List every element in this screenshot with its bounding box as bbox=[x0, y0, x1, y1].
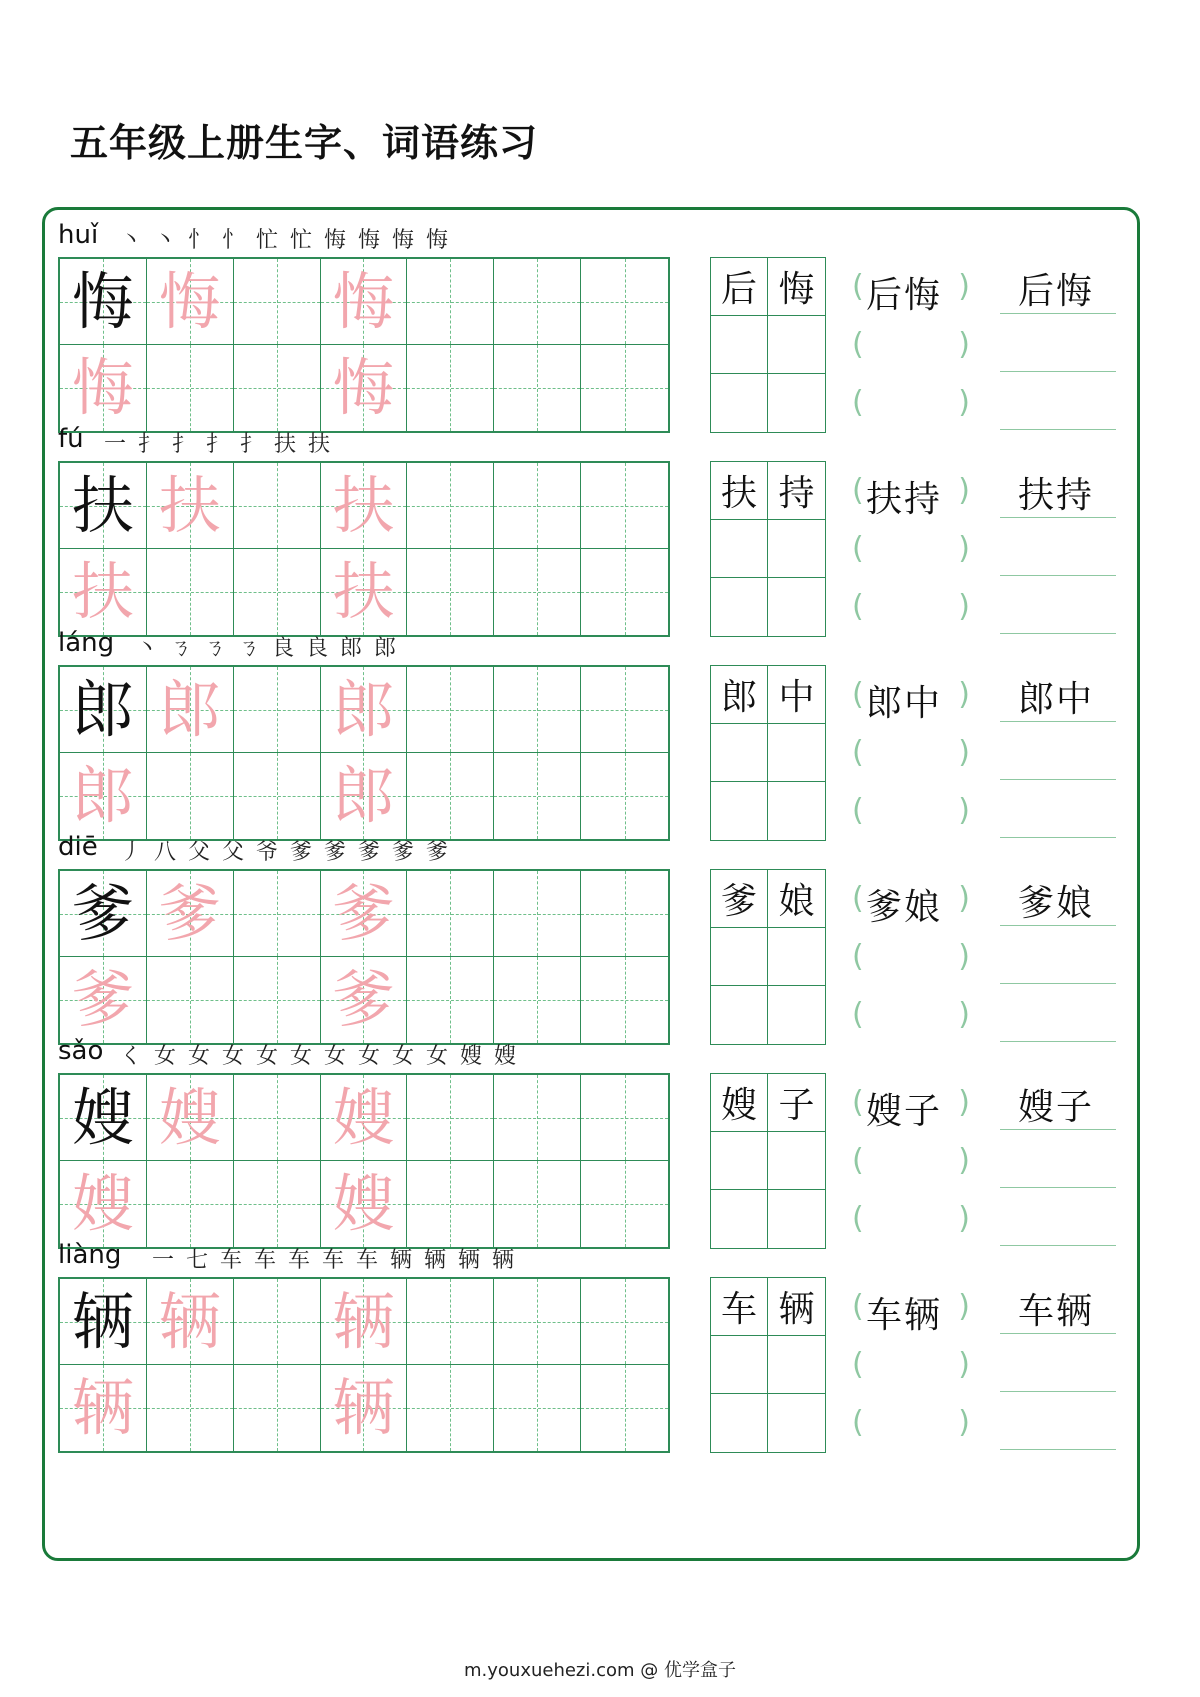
stroke-step: 女 bbox=[255, 1043, 278, 1069]
footer-text: m.youxuehezi.com @ 优学盒子 bbox=[463, 1660, 736, 1681]
word-cell[interactable] bbox=[768, 1132, 825, 1190]
writing-cell[interactable] bbox=[147, 1075, 234, 1161]
character-row bbox=[0, 1031, 1200, 1251]
stroke-step: 车 bbox=[253, 1247, 276, 1273]
stroke-step: 女 bbox=[221, 1043, 244, 1069]
writing-cell[interactable] bbox=[581, 871, 668, 957]
stroke-step: 女 bbox=[323, 1043, 346, 1069]
left-paren: ( bbox=[852, 939, 864, 974]
word-cell[interactable] bbox=[711, 870, 768, 928]
paren-word: 车辆 bbox=[866, 1295, 943, 1336]
model-character: 辆 bbox=[71, 1284, 134, 1358]
paren-word: 扶持 bbox=[866, 479, 943, 520]
stroke-step: 爹 bbox=[391, 839, 414, 865]
line-word: 扶持 bbox=[1018, 475, 1095, 516]
word-character: 嫂 bbox=[720, 1085, 757, 1126]
writing-cell[interactable] bbox=[321, 1279, 408, 1365]
word-character: 爹 bbox=[720, 881, 757, 922]
pinyin: sǎo bbox=[58, 1036, 104, 1066]
stroke-step: 爹 bbox=[357, 839, 380, 865]
stroke-step: 扶 bbox=[307, 431, 330, 457]
stroke-step: 扶 bbox=[273, 431, 296, 457]
right-paren: ) bbox=[958, 881, 970, 916]
word-grid bbox=[710, 461, 826, 637]
character-row bbox=[0, 827, 1200, 1047]
pinyin: fú bbox=[58, 424, 84, 454]
paren-word: 嫂子 bbox=[866, 1091, 943, 1132]
paren-blank[interactable] bbox=[852, 1131, 970, 1189]
stroke-step: 车 bbox=[219, 1247, 242, 1273]
writing-cell[interactable] bbox=[321, 871, 408, 957]
left-paren: ( bbox=[852, 1347, 864, 1382]
word-cell[interactable] bbox=[711, 1336, 768, 1394]
word-cell[interactable] bbox=[768, 870, 825, 928]
left-paren: ( bbox=[852, 1201, 864, 1236]
stroke-step: 郎 bbox=[373, 635, 396, 661]
trace-character: 爹 bbox=[158, 876, 221, 950]
right-paren: ) bbox=[958, 997, 970, 1032]
word-character: 持 bbox=[778, 473, 815, 514]
writing-cell[interactable] bbox=[60, 1279, 147, 1365]
stroke-step: 父 bbox=[221, 839, 244, 865]
stroke-step: 丶 bbox=[119, 227, 142, 253]
word-grid bbox=[710, 869, 826, 1045]
right-paren: ) bbox=[958, 589, 970, 624]
right-paren: ) bbox=[958, 1085, 970, 1120]
stroke-step: 扌 bbox=[205, 431, 228, 457]
stroke-order bbox=[148, 1241, 518, 1275]
left-paren: ( bbox=[852, 881, 864, 916]
stroke-step: く bbox=[119, 1043, 142, 1069]
pinyin: diē bbox=[58, 832, 98, 862]
paren-blank[interactable] bbox=[852, 257, 970, 315]
writing-cell[interactable] bbox=[60, 871, 147, 957]
word-cell[interactable] bbox=[711, 1278, 768, 1336]
trace-character: 爹 bbox=[71, 963, 134, 1036]
trace-character: 辆 bbox=[158, 1284, 221, 1358]
left-paren: ( bbox=[852, 793, 864, 828]
stroke-step: 女 bbox=[289, 1043, 312, 1069]
writing-cell[interactable] bbox=[147, 463, 234, 549]
writing-grid bbox=[58, 869, 670, 1045]
writing-cell[interactable] bbox=[321, 259, 408, 345]
model-character: 悔 bbox=[71, 264, 134, 338]
word-character: 悔 bbox=[778, 269, 815, 310]
stroke-step: 忙 bbox=[289, 227, 312, 253]
stroke-step: 忙 bbox=[255, 227, 278, 253]
stroke-step: 悔 bbox=[425, 227, 448, 253]
right-paren: ) bbox=[958, 1289, 970, 1324]
left-paren: ( bbox=[852, 269, 864, 304]
writing-cell[interactable] bbox=[581, 259, 668, 345]
stroke-step: 扌 bbox=[171, 431, 194, 457]
writing-cell[interactable] bbox=[60, 345, 147, 431]
writing-cell[interactable] bbox=[60, 753, 147, 839]
stroke-step: 辆 bbox=[423, 1247, 446, 1273]
paren-blank[interactable] bbox=[852, 1393, 970, 1451]
writing-cell[interactable] bbox=[321, 667, 408, 753]
paren-blank[interactable] bbox=[852, 927, 970, 985]
writing-cell[interactable] bbox=[147, 871, 234, 957]
paren-word: 爹娘 bbox=[866, 887, 943, 928]
right-paren: ) bbox=[958, 1405, 970, 1440]
writing-cell[interactable] bbox=[494, 1075, 581, 1161]
trace-character: 扶 bbox=[71, 555, 134, 628]
writing-cell[interactable] bbox=[147, 259, 234, 345]
left-paren: ( bbox=[852, 531, 864, 566]
writing-grid bbox=[58, 665, 670, 841]
right-paren: ) bbox=[958, 531, 970, 566]
writing-cell[interactable] bbox=[234, 259, 321, 345]
paren-blank[interactable] bbox=[852, 461, 970, 519]
writing-cell[interactable] bbox=[60, 957, 147, 1043]
writing-grid bbox=[58, 257, 670, 433]
model-character: 扶 bbox=[71, 468, 134, 542]
stroke-order bbox=[132, 629, 400, 663]
stroke-step: 辆 bbox=[457, 1247, 480, 1273]
stroke-step: 父 bbox=[187, 839, 210, 865]
word-cell[interactable] bbox=[768, 520, 825, 578]
stroke-step: 忄 bbox=[221, 227, 244, 253]
stroke-step: 丶 bbox=[153, 227, 176, 253]
word-cell[interactable] bbox=[711, 1132, 768, 1190]
word-cell[interactable] bbox=[711, 462, 768, 520]
writing-cell[interactable] bbox=[60, 463, 147, 549]
stroke-step: 女 bbox=[391, 1043, 414, 1069]
stroke-step: 辆 bbox=[389, 1247, 412, 1273]
right-paren: ) bbox=[958, 1143, 970, 1178]
right-paren: ) bbox=[958, 269, 970, 304]
trace-character: 嫂 bbox=[332, 1167, 395, 1240]
stroke-order bbox=[116, 1037, 520, 1071]
left-paren: ( bbox=[852, 1085, 864, 1120]
writing-cell[interactable] bbox=[494, 1365, 581, 1451]
stroke-step: 八 bbox=[153, 839, 176, 865]
writing-lines[interactable] bbox=[1000, 257, 1116, 433]
writing-cell[interactable] bbox=[321, 1075, 408, 1161]
stroke-step: 良 bbox=[271, 635, 294, 661]
left-paren: ( bbox=[852, 1405, 864, 1440]
stroke-step: 车 bbox=[321, 1247, 344, 1273]
stroke-step: 一 bbox=[103, 431, 126, 457]
writing-cell[interactable] bbox=[321, 957, 408, 1043]
left-paren: ( bbox=[852, 589, 864, 624]
writing-cell[interactable] bbox=[581, 463, 668, 549]
word-cell[interactable] bbox=[768, 462, 825, 520]
writing-cell[interactable] bbox=[147, 1279, 234, 1365]
stroke-step: 扌 bbox=[137, 431, 160, 457]
word-cell[interactable] bbox=[711, 1074, 768, 1132]
writing-cell[interactable] bbox=[60, 259, 147, 345]
left-paren: ( bbox=[852, 677, 864, 712]
word-grid bbox=[710, 1277, 826, 1453]
writing-cell[interactable] bbox=[407, 463, 494, 549]
word-cell[interactable] bbox=[768, 1336, 825, 1394]
left-paren: ( bbox=[852, 385, 864, 420]
line-word: 车辆 bbox=[1018, 1291, 1095, 1332]
word-cell[interactable] bbox=[768, 666, 825, 724]
stroke-step: ㄋ bbox=[203, 635, 226, 661]
trace-character: 爹 bbox=[332, 876, 395, 950]
model-character: 爹 bbox=[71, 876, 134, 950]
word-cell[interactable] bbox=[711, 258, 768, 316]
word-grid bbox=[710, 665, 826, 841]
trace-character: 辆 bbox=[332, 1284, 395, 1358]
stroke-step: 爹 bbox=[425, 839, 448, 865]
trace-character: 悔 bbox=[332, 264, 395, 338]
stroke-step: 丶 bbox=[135, 635, 158, 661]
writing-cell[interactable] bbox=[60, 667, 147, 753]
writing-cell[interactable] bbox=[581, 667, 668, 753]
writing-cell[interactable] bbox=[581, 1075, 668, 1161]
word-cell[interactable] bbox=[768, 724, 825, 782]
stroke-step: 良 bbox=[305, 635, 328, 661]
right-paren: ) bbox=[958, 939, 970, 974]
writing-cell[interactable] bbox=[581, 1279, 668, 1365]
paren-blank[interactable] bbox=[852, 869, 970, 927]
writing-line bbox=[1000, 779, 1116, 780]
trace-character: 扶 bbox=[332, 468, 395, 542]
paren-word: 郎中 bbox=[866, 683, 943, 724]
writing-cell[interactable] bbox=[234, 1279, 321, 1365]
writing-cell[interactable] bbox=[407, 871, 494, 957]
word-cell[interactable] bbox=[768, 928, 825, 986]
stroke-step: 七 bbox=[185, 1247, 208, 1273]
trace-character: 悔 bbox=[332, 351, 395, 424]
stroke-step: 女 bbox=[187, 1043, 210, 1069]
trace-character: 嫂 bbox=[332, 1080, 395, 1154]
writing-cell[interactable] bbox=[407, 1279, 494, 1365]
writing-cell[interactable] bbox=[60, 549, 147, 635]
character-row bbox=[0, 419, 1200, 639]
stroke-order bbox=[116, 221, 452, 255]
stroke-step: 女 bbox=[357, 1043, 380, 1069]
trace-character: 扶 bbox=[332, 555, 395, 628]
stroke-step: 车 bbox=[355, 1247, 378, 1273]
word-grid bbox=[710, 1073, 826, 1249]
left-paren: ( bbox=[852, 327, 864, 362]
left-paren: ( bbox=[852, 1143, 864, 1178]
word-character: 后 bbox=[720, 269, 757, 310]
left-paren: ( bbox=[852, 997, 864, 1032]
stroke-step: 嫂 bbox=[459, 1043, 482, 1069]
right-paren: ) bbox=[958, 735, 970, 770]
writing-cell[interactable] bbox=[234, 463, 321, 549]
writing-cell[interactable] bbox=[494, 667, 581, 753]
writing-cell[interactable] bbox=[407, 1075, 494, 1161]
line-word: 后悔 bbox=[1018, 271, 1095, 312]
line-word: 爹娘 bbox=[1018, 883, 1095, 924]
stroke-step: 悔 bbox=[357, 227, 380, 253]
writing-cell[interactable] bbox=[321, 345, 408, 431]
trace-character: 爹 bbox=[332, 963, 395, 1036]
stroke-order bbox=[116, 833, 452, 867]
trace-character: 嫂 bbox=[71, 1167, 134, 1240]
word-cell[interactable] bbox=[711, 928, 768, 986]
writing-cell[interactable] bbox=[321, 1161, 408, 1247]
right-paren: ) bbox=[958, 677, 970, 712]
word-cell[interactable] bbox=[768, 1394, 825, 1452]
trace-character: 辆 bbox=[71, 1371, 134, 1444]
word-cell[interactable] bbox=[711, 724, 768, 782]
writing-cell[interactable] bbox=[147, 1365, 234, 1451]
trace-character: 郎 bbox=[158, 672, 221, 746]
left-paren: ( bbox=[852, 473, 864, 508]
right-paren: ) bbox=[958, 793, 970, 828]
model-character: 嫂 bbox=[71, 1080, 134, 1154]
writing-grid bbox=[58, 1277, 670, 1453]
stroke-step: ㄋ bbox=[169, 635, 192, 661]
writing-cell[interactable] bbox=[494, 871, 581, 957]
writing-cell[interactable] bbox=[321, 1365, 408, 1451]
stroke-step: ㄋ bbox=[237, 635, 260, 661]
writing-line bbox=[1000, 983, 1116, 984]
writing-cell[interactable] bbox=[494, 463, 581, 549]
word-character: 车 bbox=[720, 1289, 757, 1330]
writing-cell[interactable] bbox=[321, 753, 408, 839]
stroke-step: 爷 bbox=[255, 839, 278, 865]
stroke-step: 忄 bbox=[187, 227, 210, 253]
paren-blank[interactable] bbox=[852, 1073, 970, 1131]
writing-line bbox=[1000, 1391, 1116, 1392]
stroke-step: 丿 bbox=[119, 839, 142, 865]
stroke-step: 扌 bbox=[239, 431, 262, 457]
paren-word: 后悔 bbox=[866, 275, 943, 316]
word-character: 娘 bbox=[778, 881, 815, 922]
word-character: 辆 bbox=[778, 1289, 815, 1330]
stroke-step: 女 bbox=[425, 1043, 448, 1069]
word-cell[interactable] bbox=[711, 666, 768, 724]
writing-cell[interactable] bbox=[147, 667, 234, 753]
trace-character: 悔 bbox=[71, 351, 134, 424]
character-row bbox=[0, 215, 1200, 435]
writing-grid bbox=[58, 461, 670, 637]
word-cell[interactable] bbox=[768, 316, 825, 374]
writing-cell[interactable] bbox=[60, 1161, 147, 1247]
word-cell[interactable] bbox=[768, 1278, 825, 1336]
writing-cell[interactable] bbox=[234, 1365, 321, 1451]
trace-character: 辆 bbox=[332, 1371, 395, 1444]
right-paren: ) bbox=[958, 327, 970, 362]
writing-cell[interactable] bbox=[234, 667, 321, 753]
stroke-step: 一 bbox=[151, 1247, 174, 1273]
writing-line bbox=[1000, 371, 1116, 372]
right-paren: ) bbox=[958, 473, 970, 508]
word-character: 郎 bbox=[720, 677, 757, 718]
trace-character: 嫂 bbox=[158, 1080, 221, 1154]
word-cell[interactable] bbox=[711, 520, 768, 578]
word-character: 子 bbox=[778, 1085, 815, 1126]
stroke-step: 悔 bbox=[323, 227, 346, 253]
writing-cell[interactable] bbox=[407, 259, 494, 345]
writing-cell[interactable] bbox=[494, 1279, 581, 1365]
right-paren: ) bbox=[958, 1347, 970, 1382]
trace-character: 扶 bbox=[158, 468, 221, 542]
writing-lines[interactable] bbox=[1000, 869, 1116, 1045]
writing-line bbox=[1000, 575, 1116, 576]
pinyin: huǐ bbox=[58, 220, 99, 250]
stroke-step: 车 bbox=[287, 1247, 310, 1273]
trace-character: 郎 bbox=[332, 672, 395, 746]
word-cell[interactable] bbox=[711, 316, 768, 374]
word-cell[interactable] bbox=[768, 258, 825, 316]
page-title: 五年级上册生字、词语练习 bbox=[70, 121, 539, 165]
paren-blank[interactable] bbox=[852, 665, 970, 723]
writing-cell[interactable] bbox=[407, 1365, 494, 1451]
character-row bbox=[0, 1235, 1200, 1455]
word-grid bbox=[710, 257, 826, 433]
word-character: 中 bbox=[778, 677, 815, 718]
word-character: 扶 bbox=[720, 473, 757, 514]
stroke-step: 辆 bbox=[491, 1247, 514, 1273]
writing-cell[interactable] bbox=[60, 1365, 147, 1451]
left-paren: ( bbox=[852, 1289, 864, 1324]
writing-lines[interactable] bbox=[1000, 1073, 1116, 1249]
line-word: 郎中 bbox=[1018, 679, 1095, 720]
paren-blank[interactable] bbox=[852, 723, 970, 781]
writing-cell[interactable] bbox=[60, 1075, 147, 1161]
trace-character: 悔 bbox=[158, 264, 221, 338]
word-cell[interactable] bbox=[768, 1074, 825, 1132]
model-character: 郎 bbox=[71, 672, 134, 746]
writing-cell[interactable] bbox=[581, 1365, 668, 1451]
line-word: 嫂子 bbox=[1018, 1087, 1095, 1128]
writing-cell[interactable] bbox=[321, 549, 408, 635]
word-cell[interactable] bbox=[711, 1394, 768, 1452]
paren-blank[interactable] bbox=[852, 1335, 970, 1393]
writing-cell[interactable] bbox=[321, 463, 408, 549]
writing-cell[interactable] bbox=[234, 1075, 321, 1161]
writing-lines[interactable] bbox=[1000, 665, 1116, 841]
character-row bbox=[0, 623, 1200, 843]
right-paren: ) bbox=[958, 385, 970, 420]
writing-lines[interactable] bbox=[1000, 461, 1116, 637]
pinyin: liàng bbox=[58, 1240, 122, 1270]
writing-cell[interactable] bbox=[407, 667, 494, 753]
stroke-step: 悔 bbox=[391, 227, 414, 253]
pinyin: láng bbox=[58, 628, 115, 658]
left-paren: ( bbox=[852, 735, 864, 770]
paren-blank[interactable] bbox=[852, 315, 970, 373]
writing-grid bbox=[58, 1073, 670, 1249]
trace-character: 郎 bbox=[71, 759, 134, 832]
stroke-step: 爹 bbox=[323, 839, 346, 865]
stroke-step: 嫂 bbox=[493, 1043, 516, 1069]
right-paren: ) bbox=[958, 1201, 970, 1236]
writing-lines[interactable] bbox=[1000, 1277, 1116, 1453]
stroke-step: 爹 bbox=[289, 839, 312, 865]
writing-line bbox=[1000, 1449, 1116, 1450]
trace-character: 郎 bbox=[332, 759, 395, 832]
stroke-order bbox=[100, 425, 334, 459]
writing-cell[interactable] bbox=[234, 871, 321, 957]
writing-cell[interactable] bbox=[494, 259, 581, 345]
paren-blank[interactable] bbox=[852, 519, 970, 577]
writing-line bbox=[1000, 1187, 1116, 1188]
stroke-step: 郎 bbox=[339, 635, 362, 661]
paren-blank[interactable] bbox=[852, 1277, 970, 1335]
stroke-step: 女 bbox=[153, 1043, 176, 1069]
